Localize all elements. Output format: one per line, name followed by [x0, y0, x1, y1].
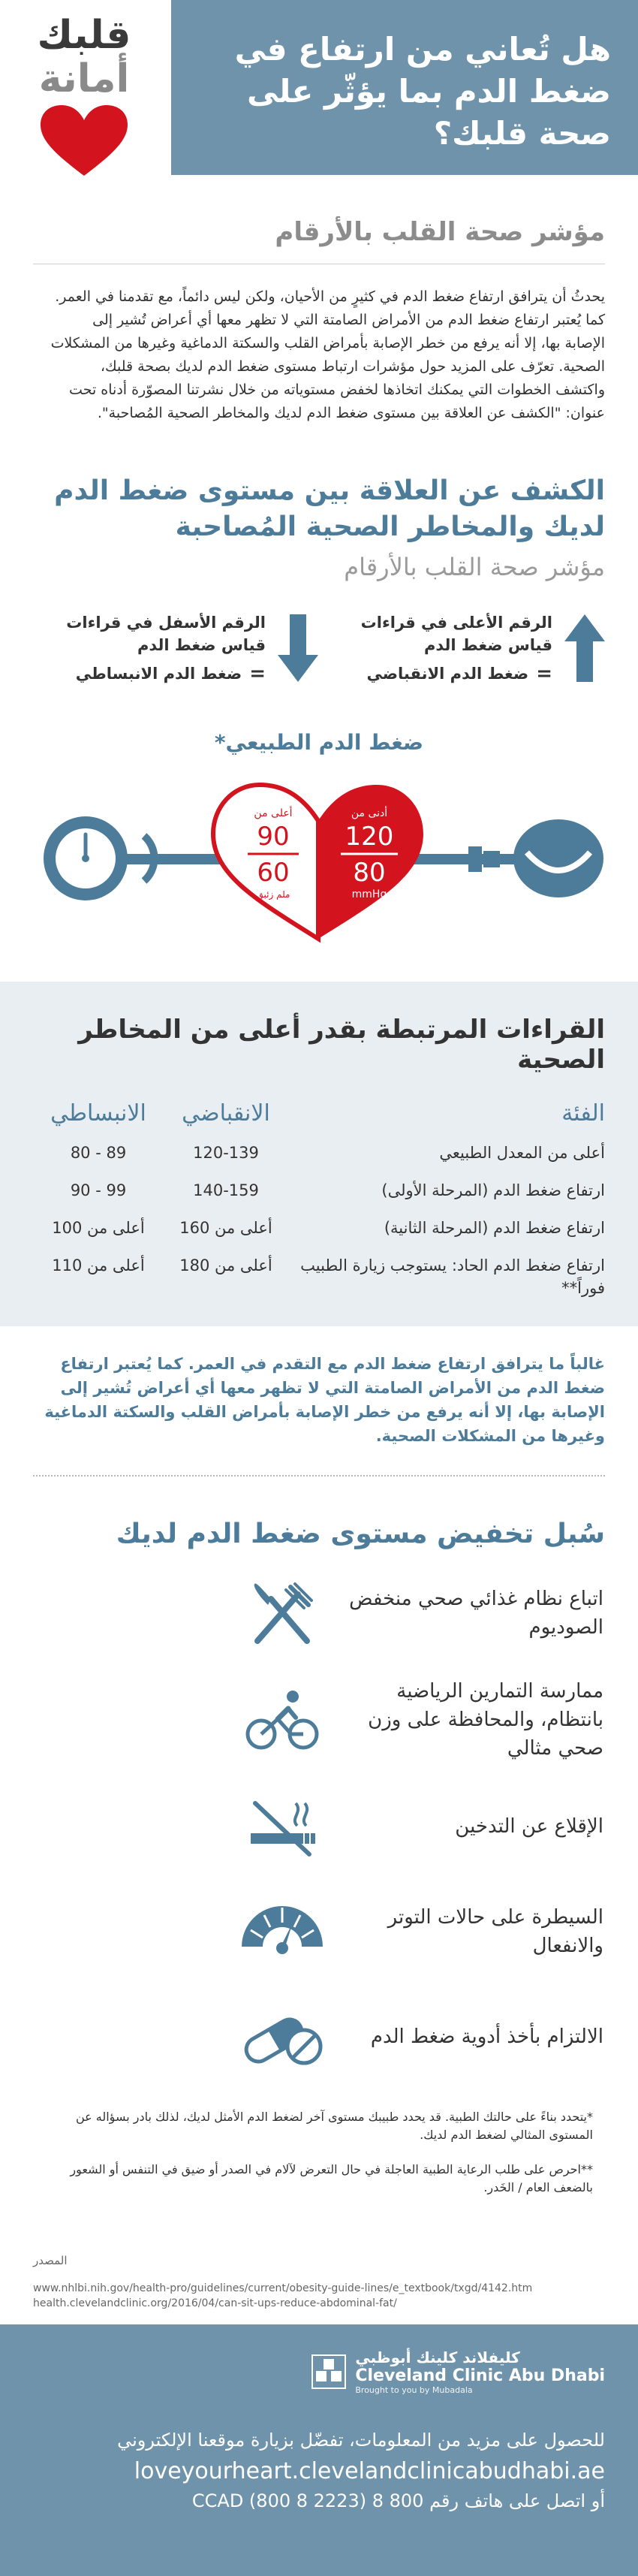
footnote-1: *يتحدد بناءً على حالتك الطبية. قد يحدد طبيبك مستوى آخر لضغط الدم الأمثل لديك، لذلك بادر بسؤاله عن المستوى المثالي لضغط الدم لديك.	[75, 2110, 593, 2142]
gauge-left-caption: أدنى من	[351, 807, 388, 819]
footnotes	[0, 2078, 638, 2197]
logo-line-2: أمانة	[38, 56, 130, 101]
arrow-down-icon	[278, 614, 318, 682]
intro-body: يحدثُ أن يترافق ارتفاع ضغط الدم في كثيرٍ من الأحيان، ولكن ليس دائماً، مع تقدمنا في العمر. كما يُعتبر ارتفاع ضغط الدم من الأمراض الصامتة التي لا تظهر معها أي أعراض تُشير إلى الإصابة بها، إلا أنه يرفع من خطر الإصابة بأمراض القلب والسكتة الدماغية وغيرها من المشكلات الصحية. تعرّف على المزيد حول مؤشرات ارتباط مستوى ضغط الدم لديك بصحة قلبك، واكتشف الخطوات التي يمكنك اتخاذها لخفض مستوياته من خلال نشرتنا المصوّرة أدناه تحت عنوان: "الكشف عن العلاقة بين مستوى ضغط الدم لديك والمخاطر الصحية المُصاحبة".	[50, 288, 605, 421]
gauge-right-bottom: 60	[257, 858, 290, 888]
tip-item	[33, 1785, 605, 1868]
row-category: ارتفاع ضغط الدم (المرحلة الثانية)	[384, 1219, 605, 1237]
tip-item	[33, 1890, 605, 1973]
no-smoking-icon	[245, 1793, 320, 1860]
relation-title: الكشف عن العلاقة بين مستوى ضغط الدم لديك والمخاطر الصحية المُصاحبة	[54, 475, 605, 542]
gauge-left-unit: mmHg	[351, 888, 387, 900]
source-link[interactable]: www.nhlbi.nih.gov/health-pro/guidelines/current/obesity-guide-lines/e_textbook/txgd/4142.htm	[33, 2282, 533, 2294]
page-title: هل تُعاني من ارتفاع في ضغط الدم بما يؤثّر على صحة قلبك؟	[234, 31, 611, 152]
footnote-2: **احرص على طلب الرعاية الطبية العاجلة في حال التعرض لآلام في الصدر أو ضيق في التنفس أو الشعور بالضعف العام / الخَدر.	[70, 2162, 593, 2194]
equals-sign: =	[249, 662, 266, 685]
upper-reading	[320, 608, 605, 713]
relation-subtitle: مؤشر صحة القلب بالأرقام	[344, 553, 605, 581]
readings-explainer	[33, 608, 605, 713]
gauge-left-bottom: 80	[353, 858, 386, 888]
row-diastolic: أعلى من 100	[52, 1219, 145, 1237]
tip-text: الإقلاع عن التدخين	[455, 1815, 603, 1838]
row-category: ارتفاع ضغط الدم (المرحلة الأولى)	[381, 1181, 605, 1199]
lower-reading-equals: ضغط الدم الانبساطي	[75, 665, 242, 683]
source-link[interactable]: health.clevelandclinic.org/2016/04/can-sit-ups-reduce-abdominal-fat/	[33, 2297, 397, 2309]
relation-section	[0, 425, 638, 953]
row-category: ارتفاع ضغط الدم الحاد: يستوجب زيارة الطبيب فوراً**	[300, 1256, 605, 1297]
tip-item	[33, 1677, 605, 1763]
normal-bp-title: ضغط الدم الطبيعي*	[214, 730, 424, 755]
phone-text: أو اتصل على هاتف رقم 800 8 CCAD (800 8 2223)	[191, 2490, 605, 2511]
gauge-icon	[237, 1902, 327, 1962]
lower-reading	[33, 608, 318, 713]
table-header-category: الفئة	[561, 1100, 605, 1127]
header-title-band	[171, 0, 638, 175]
row-systolic: 120-139	[193, 1144, 259, 1162]
tip-text: اتباع نظام غذائي صحي منخفض الصوديوم	[349, 1588, 603, 1639]
row-systolic: أعلى من 180	[179, 1256, 272, 1274]
pill-icon	[241, 2003, 324, 2071]
intro-section	[0, 175, 638, 425]
tip-text: الالتزام بأخذ أدوية ضغط الدم	[370, 2026, 603, 2048]
gauge-right-top: 90	[257, 822, 290, 852]
gauge-right-caption: أعلى من	[254, 807, 293, 819]
table-title: القراءات المرتبطة بقدر أعلى من المخاطر الصحية	[78, 1015, 605, 1075]
footer-info-text: للحصول على مزيد من المعلومات، تفضّل بزيارة موقعنا الإلكتروني	[117, 2430, 605, 2451]
gauge-left-top: 120	[345, 822, 394, 852]
upper-reading-label: الرقم الأعلى في قراءات قياس ضغط الدم	[360, 614, 552, 654]
row-systolic: 140-159	[193, 1181, 259, 1199]
intro-title: مؤشر صحة القلب بالأرقام	[275, 217, 605, 247]
tip-text: السيطرة على حالات التوتر والانفعال	[387, 1906, 603, 1957]
clinic-cross-icon	[311, 2354, 346, 2389]
table-row	[33, 1217, 605, 1239]
clinic-subtitle: Brought to you by Mubadala	[355, 2385, 473, 2395]
sources	[0, 2213, 638, 2311]
tip-item	[33, 1572, 605, 1654]
lower-reading-label: الرقم الأسفل في قراءات قياس ضغط الدم	[66, 614, 266, 654]
tips-title: سُبل تخفيض مستوى ضغط الدم لديك	[116, 1519, 605, 1549]
clinic-logo	[33, 2348, 605, 2395]
tip-item	[33, 1995, 605, 2078]
footer	[0, 2324, 638, 2576]
row-diastolic: 90 - 99	[70, 1181, 127, 1199]
table-header-systolic: الانقباضي	[182, 1100, 270, 1127]
row-diastolic: 80 - 89	[70, 1144, 127, 1162]
row-diastolic: أعلى من 110	[52, 1256, 145, 1274]
campaign-logo	[17, 14, 152, 179]
clinic-name-ar: كليفلاند كلينك أبوظبي	[355, 2348, 520, 2366]
table-header-diastolic: الانبساطي	[50, 1100, 146, 1127]
table-header-row	[33, 1100, 605, 1127]
table-row	[33, 1254, 605, 1299]
logo-line-1: قلبك	[37, 13, 131, 58]
tips-section	[0, 1477, 638, 2078]
upper-reading-equals: ضغط الدم الانقباضي	[366, 665, 529, 683]
sources-label: المصدر	[33, 2254, 68, 2267]
heart-icon	[39, 104, 129, 179]
table-row	[33, 1179, 605, 1202]
gauge-right-unit: ملم زئبق	[256, 889, 290, 900]
table-row	[33, 1142, 605, 1164]
header	[0, 0, 638, 175]
arrow-up-icon	[564, 614, 605, 682]
row-systolic: أعلى من 160	[179, 1219, 272, 1237]
equals-sign: =	[536, 662, 552, 685]
fork-knife-icon	[248, 1579, 316, 1647]
row-category: أعلى من المعدل الطبيعي	[439, 1144, 605, 1162]
tip-text: ممارسة التمارين الرياضية بانتظام، والمحافظة على وزن صحي مثالي	[368, 1680, 603, 1760]
clinic-name-en: Cleveland Clinic Abu Dhabi	[355, 2366, 605, 2385]
age-note: غالباً ما يترافق ارتفاع ضغط الدم مع التقدم في العمر. كما يُعتبر ارتفاع ضغط الدم من الأمراض الصامتة التي لا تظهر معها أي أعراض تُشير إلى الإصابة بها، إلا أنه يرفع من خطر الإصابة بأمراض القلب والسكتة الدماغية وغيرها من المشكلات الصحية.	[44, 1355, 605, 1445]
cyclist-icon	[245, 1686, 320, 1754]
risk-readings-table	[0, 982, 638, 1326]
website-link[interactable]: loveyourheart.clevelandclinicabudhabi.ae	[134, 2458, 605, 2484]
bp-gauge-illustration	[33, 762, 605, 950]
